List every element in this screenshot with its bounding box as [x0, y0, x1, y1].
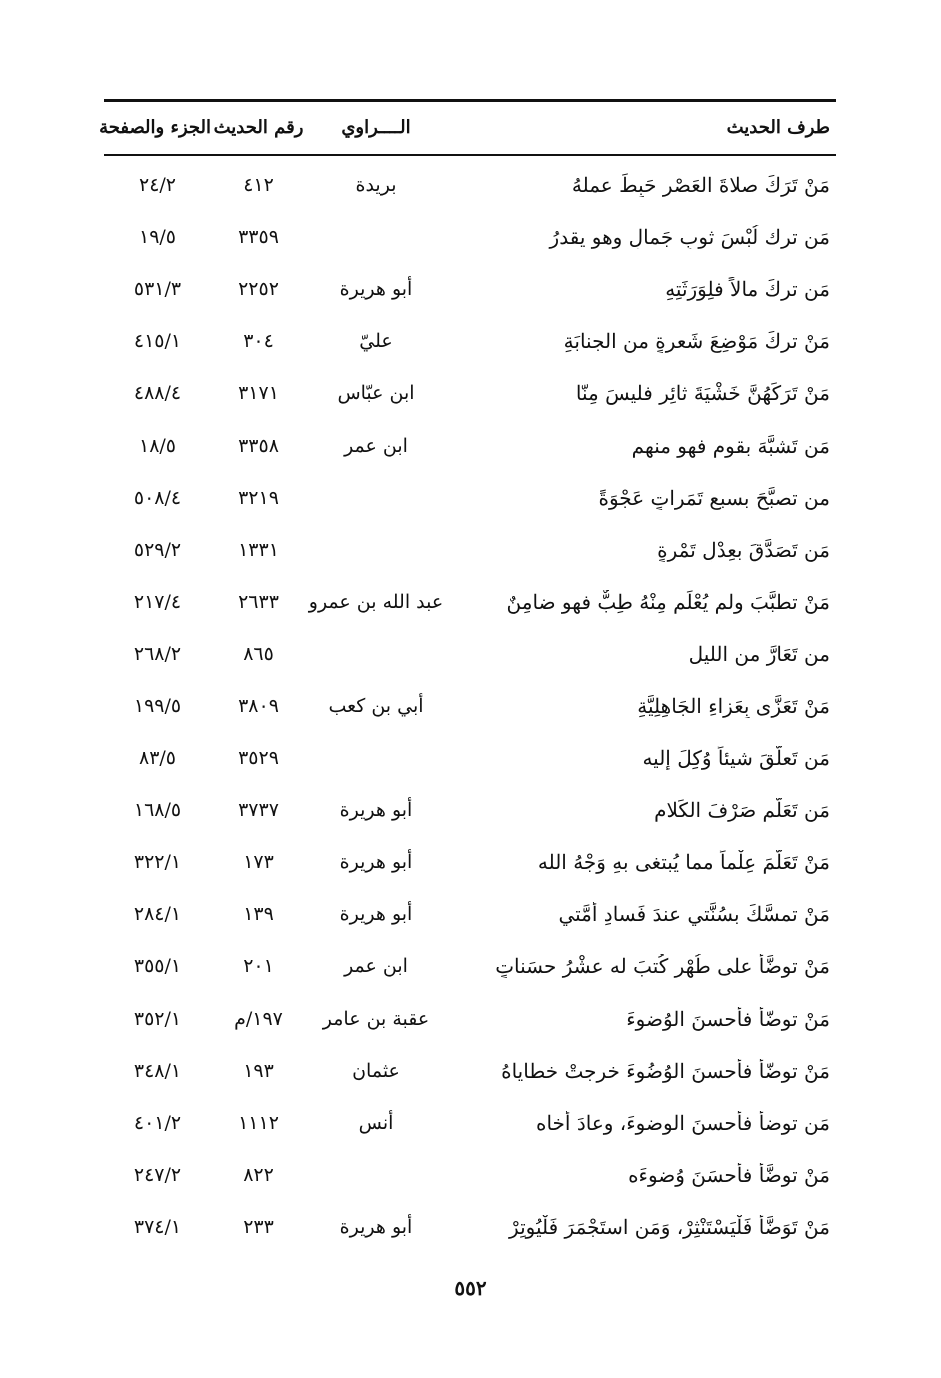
- volume-page-cell: ٢٤٧/٢: [133, 1163, 182, 1186]
- table-row: [104, 784, 836, 836]
- table-row: [104, 1097, 836, 1149]
- hadith-text-cell: مَن تَعلَّقَ شيئاً وُكِلَ إليه: [642, 746, 830, 771]
- volume-page-cell: ٣٧٤/١: [133, 1215, 182, 1238]
- volume-page-cell: ٣٤٨/١: [133, 1059, 182, 1082]
- header-hadith-number: رقم الحديث: [213, 116, 304, 138]
- volume-page-cell: ٥٢٩/٢: [133, 538, 182, 561]
- narrator-cell: عبد الله بن عمرو: [308, 590, 444, 613]
- hadith-number-cell: ٣١٧١: [238, 382, 279, 405]
- hadith-number-cell: ٢٢٥٢: [238, 278, 279, 301]
- hadith-number-cell: ٨٢٢: [243, 1163, 274, 1186]
- narrator-cell: ابن عمر: [344, 955, 408, 978]
- hadith-text-cell: مَن تَعَلَّم صَرْفَ الكَلامِ: [654, 798, 830, 823]
- hadith-number-cell: ٢٦٣٣: [238, 590, 279, 613]
- volume-page-cell: ٤٨٨/٤: [133, 382, 182, 405]
- volume-page-cell: ٨٣/٥: [138, 747, 177, 770]
- hadith-text-cell: مَنْ تطبَّبَ ولم يُعْلَم مِنْهُ طِبٌّ فهو ضامِنٌ: [506, 589, 830, 614]
- volume-page-cell: ٥٣١/٣: [133, 278, 182, 301]
- volume-page-cell: ١٩/٥: [138, 226, 177, 249]
- table-row: [104, 888, 836, 940]
- hadith-number-cell: ١٣٣١: [238, 538, 279, 561]
- volume-page-cell: ٣٥٥/١: [133, 955, 182, 978]
- table-row: [104, 211, 836, 263]
- table-row: [104, 472, 836, 524]
- table-header: [99, 99, 836, 155]
- hadith-number-cell: ٢٠١: [243, 955, 274, 978]
- hadith-number-cell: ١١١٢: [238, 1111, 279, 1134]
- hadith-text-cell: مَنْ توضَّأَ فأحسَنَ وُضوءَه: [628, 1162, 830, 1187]
- narrator-cell: أبي بن كعب: [328, 694, 424, 717]
- hadith-text-cell: مَن تَصَدَّقَ بعِدْلِ تَمْرةٍ: [657, 537, 830, 562]
- hadith-number-cell: ١٩٧/م: [234, 1007, 283, 1030]
- hadith-number-cell: ٣٨٠٩: [238, 694, 279, 717]
- hadith-text-cell: مَنْ تركَ مَوْضِعَ شَعرةٍ من الجنابَةِ: [563, 329, 830, 354]
- volume-page-cell: ٣٥٢/١: [133, 1007, 182, 1030]
- volume-page-cell: ٤٠١/٢: [133, 1111, 182, 1134]
- hadith-number-cell: ١٣٩: [243, 903, 274, 926]
- hadith-text-cell: مَنْ تَرَكَ صلاةَ العَصْرِ حَبِطَ عملهُ: [571, 173, 830, 198]
- narrator-cell: أبو هريرة: [339, 278, 413, 301]
- table-row: [104, 1201, 836, 1253]
- page-number: ٥٥٢: [454, 1276, 487, 1300]
- header-volume-page: الجزء والصفحة: [99, 116, 211, 138]
- table-row: [104, 159, 836, 211]
- volume-page-cell: ٢٦٨/٢: [133, 642, 182, 665]
- hadith-number-cell: ٣٠٤: [243, 330, 274, 353]
- hadith-text-cell: مَن تَشبَّهَ بقومٍ فهو منهم: [631, 433, 830, 458]
- hadith-number-cell: ٣٢١٩: [238, 486, 279, 509]
- hadith-text-cell: مَنْ توضَّأَ على طُهْرٍ كُتبَ له عشْرُ حسَناتٍ: [495, 954, 830, 979]
- table-row: [104, 1045, 836, 1097]
- narrator-cell: أبو هريرة: [339, 799, 413, 822]
- hadith-number-cell: ١٩٣: [243, 1059, 274, 1082]
- hadith-number-cell: ٣٣٥٨: [238, 434, 279, 457]
- hadith-text-cell: من تَعَارَّ من الليلِ: [688, 641, 830, 666]
- hadith-text-cell: مَنْ تَعَزَّى بِعَزاءِ الجَاهِلِيَّةِ: [637, 693, 830, 718]
- hadith-text-cell: مَنْ تَوَضَّأَ فَلْيَسْتَنْثِرْ، وَمَن استَجْمَرَ فَلْيُوتِرْ: [509, 1214, 830, 1239]
- narrator-cell: ابن عبّاس: [337, 382, 415, 405]
- narrator-cell: ابن عمر: [344, 434, 408, 457]
- volume-page-cell: ٤١٥/١: [133, 330, 182, 353]
- table-row: [104, 419, 836, 471]
- table-row: [104, 940, 836, 992]
- table-row: [104, 993, 836, 1045]
- table-row: [104, 315, 836, 367]
- hadith-text-cell: مَنْ تمسَّكَ بسُنَّتي عندَ فَسادِ أُمَّتي: [558, 902, 830, 927]
- hadith-number-cell: ٣٧٣٧: [238, 799, 279, 822]
- volume-page-cell: ١٨/٥: [138, 434, 177, 457]
- hadith-text-cell: من تصبَّحَ بسبعِ تَمَراتٍ عَجْوَةً: [598, 485, 830, 510]
- hadith-text-cell: مَن تركَ مالاً فلِوَرَثَتِهِ: [665, 277, 830, 302]
- hadith-text-cell: مَنْ توضّأَ فأحسنَ الوُضُوءَ خرجتْ خطاياهُ: [501, 1058, 830, 1083]
- volume-page-cell: ٥٠٨/٤: [133, 486, 182, 509]
- header-hadith-text: طرف الحديث: [726, 116, 830, 138]
- hadith-number-cell: ٣٣٥٩: [238, 226, 279, 249]
- narrator-cell: أبو هريرة: [339, 903, 413, 926]
- narrator-cell: أنس: [358, 1111, 394, 1134]
- table-row: [104, 263, 836, 315]
- table-row: [104, 576, 836, 628]
- table-row: [104, 1149, 836, 1201]
- hadith-text-cell: مَنْ تَعَلَّمَ عِلْماً مما يُبتغى بهِ وَجْهُ الله: [537, 850, 830, 875]
- hadith-text-cell: مَن ترك لُبْسَ ثوبِ جَمالٍ وهو يقدرُ: [549, 225, 830, 250]
- hadith-text-cell: مَنْ تَرَكَهُنَّ خَشْيَةَ ثائِرٍ فليسَ مِنّا: [575, 381, 830, 406]
- volume-page-cell: ١٩٩/٥: [133, 694, 182, 717]
- table-row: [104, 680, 836, 732]
- table-row: [104, 524, 836, 576]
- header-narrator: الــــراوي: [341, 116, 411, 138]
- hadith-number-cell: ٨٦٥: [243, 642, 274, 665]
- narrator-cell: عثمان: [352, 1059, 400, 1082]
- hadith-text-cell: مَنْ توضّأَ فأحسنَ الوُضوءَ: [626, 1006, 830, 1031]
- table-row: [104, 367, 836, 419]
- table-row: [104, 628, 836, 680]
- hadith-index-table: [99, 99, 836, 1253]
- hadith-number-cell: ٤١٢: [243, 174, 274, 197]
- volume-page-cell: ٢٨٤/١: [133, 903, 182, 926]
- narrator-cell: أبو هريرة: [339, 851, 413, 874]
- narrator-cell: بريدة: [355, 174, 397, 197]
- hadith-number-cell: ٣٥٢٩: [238, 747, 279, 770]
- hadith-number-cell: ١٧٣: [243, 851, 274, 874]
- narrator-cell: عقبة بن عامر: [322, 1007, 430, 1030]
- table-body: [104, 159, 836, 1253]
- narrator-cell: عليّ: [359, 330, 393, 353]
- narrator-cell: أبو هريرة: [339, 1215, 413, 1238]
- volume-page-cell: ٢١٧/٤: [133, 590, 182, 613]
- hadith-text-cell: مَن توضأَ فأحسنَ الوضوءَ، وعادَ أخاه: [535, 1110, 830, 1135]
- volume-page-cell: ١٦٨/٥: [133, 799, 182, 822]
- hadith-number-cell: ٢٣٣: [243, 1215, 274, 1238]
- volume-page-cell: ٢٤/٢: [138, 174, 177, 197]
- table-row: [104, 836, 836, 888]
- table-row: [104, 732, 836, 784]
- volume-page-cell: ٣٢٢/١: [133, 851, 182, 874]
